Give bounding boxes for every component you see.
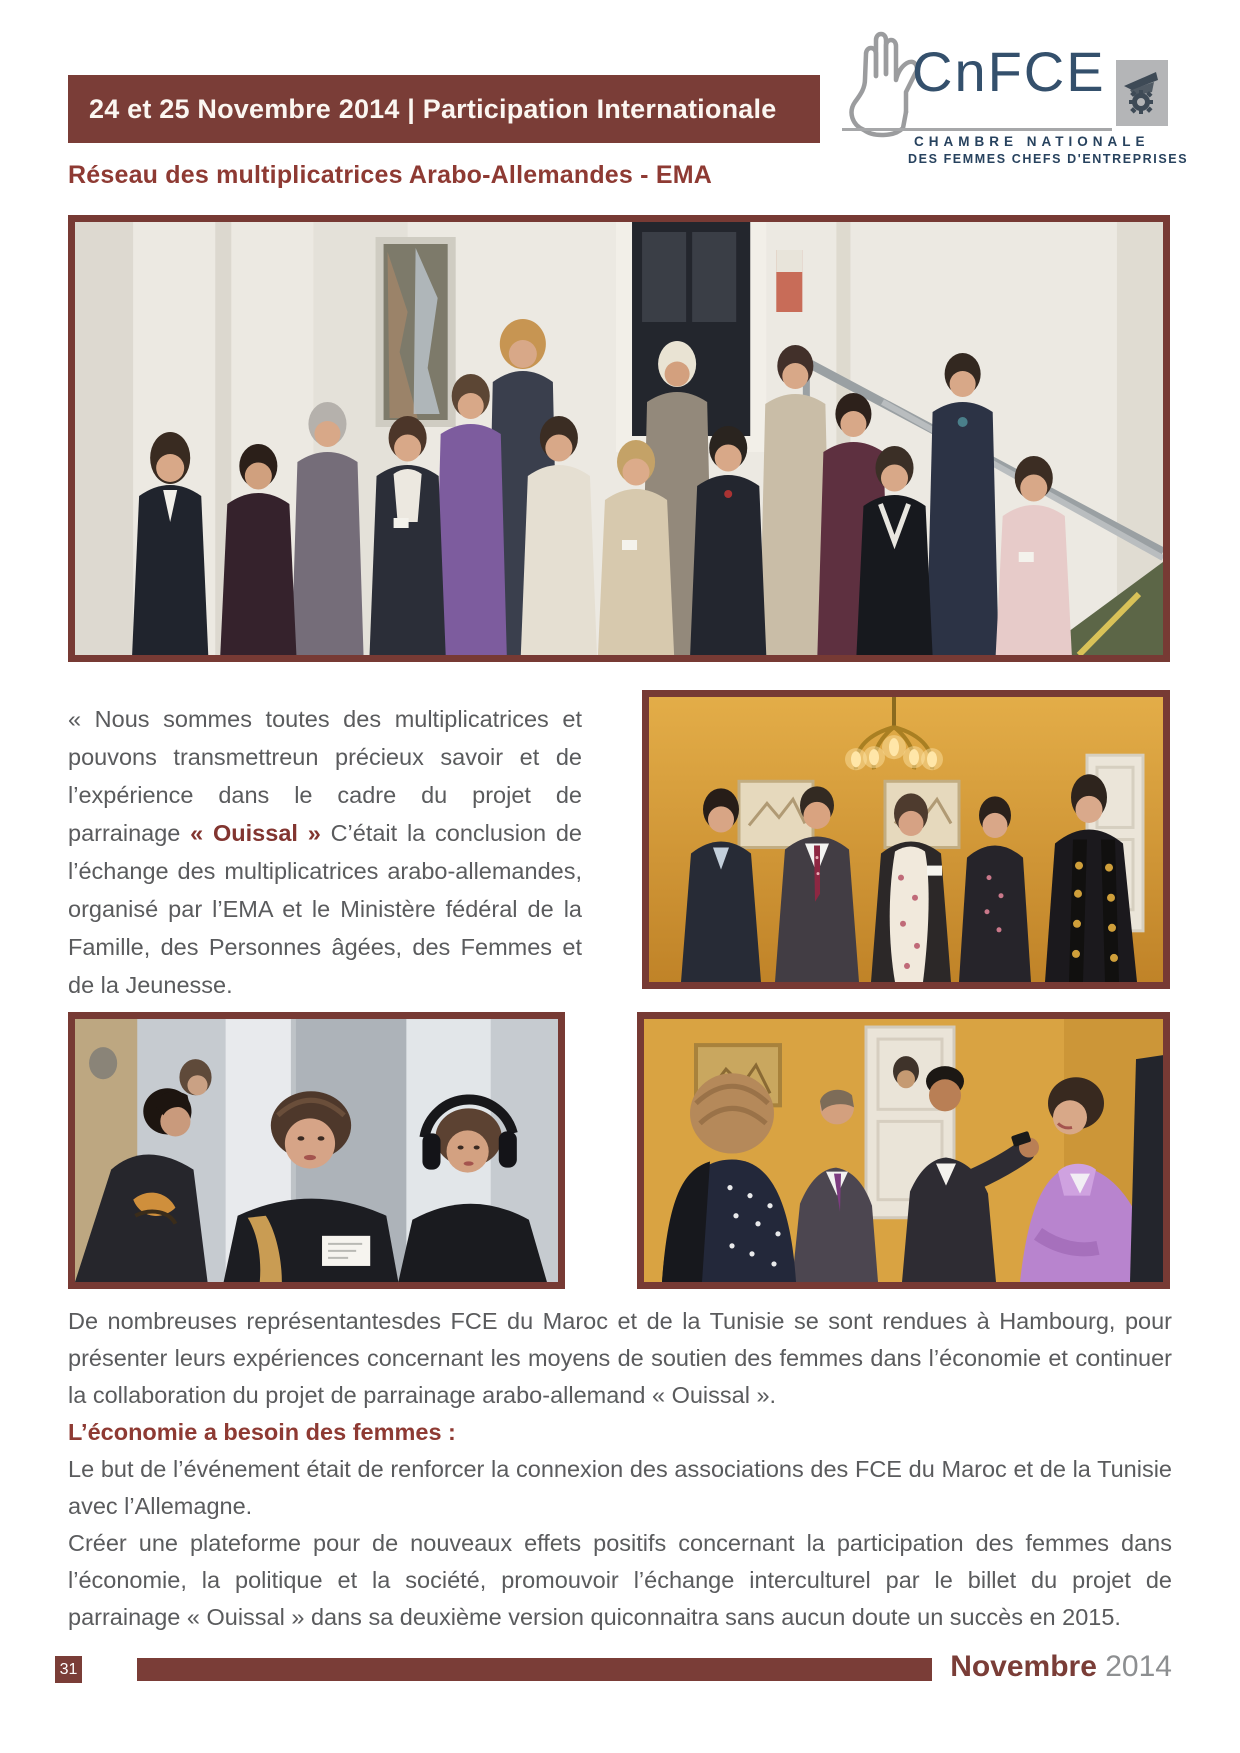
conversation-photo-illustration xyxy=(644,1019,1163,1282)
article-title: Réseau des multiplicatrices Arabo-Allemandes - EMA xyxy=(68,161,712,189)
eagle-gear-emblem-icon xyxy=(1116,60,1168,126)
footer-year: 2014 xyxy=(1105,1650,1172,1683)
photo-group-main xyxy=(68,215,1170,662)
photo-listeners xyxy=(68,1012,565,1289)
date-banner xyxy=(68,75,820,143)
footer-rule-bar xyxy=(137,1658,932,1681)
banner-text: 24 et 25 Novembre 2014 | Participation Internationale xyxy=(89,93,777,124)
page-number-badge: 31 xyxy=(55,1656,82,1683)
logo-underline xyxy=(842,128,1112,131)
photo-delegation xyxy=(642,690,1170,989)
intro-paragraph xyxy=(68,700,582,1004)
group-photo-illustration xyxy=(75,222,1163,655)
cnfce-logo xyxy=(840,20,1189,168)
quote-part1: « Nous sommes toutes des multiplicatrices et pouvons transmettreun précieux savoir et de l’expérience dans le cadre du projet de parrainage xyxy=(68,706,582,846)
logo-subtitle-line2: DES FEMMES CHEFS D'ENTREPRISES xyxy=(908,152,1189,166)
logo-subtitle-line1: CHAMBRE NATIONALE xyxy=(914,134,1150,149)
body-text xyxy=(68,1303,1172,1636)
quote-part2: C’était la conclusion de l’échange des multiplicatrices arabo-allemandes, organisé par l’EMA et le Ministère fédéral de la Famille, des Personnes âgées, des Femmes et de la Jeunesse. xyxy=(68,820,583,998)
body-paragraph-3: Créer une plateforme pour de nouveaux effets positifs concernant la participation des femmes dans l’économie, la politique et la société, promouvoir l’échange interculturel par le billet du projet de parrainage « Ouissal » dans sa deuxième version quiconnaitra sans aucun doute un succès en 2015. xyxy=(68,1530,1172,1630)
logo-wordmark: CnFCE xyxy=(912,40,1106,103)
body-paragraph-1: De nombreuses représentantesdes FCE du Maroc et de la Tunisie se sont rendues à Hambourg, pour présenter leurs expériences concernant les moyens de soutien des femmes dans l’économie et continuer la collaboration du projet de parrainage arabo-allemand « Ouissal ». xyxy=(68,1308,1172,1408)
footer-month: Novembre xyxy=(950,1650,1097,1683)
footer-date xyxy=(950,1650,1172,1684)
photo-conversation xyxy=(637,1012,1170,1289)
listeners-photo-illustration xyxy=(75,1019,558,1282)
quote-highlight-ouissal: « Ouissal » xyxy=(190,820,321,846)
body-paragraph-2: Le but de l’événement était de renforcer la connexion des associations des FCE du Maroc et de la Tunisie avec l’Allemagne. xyxy=(68,1456,1172,1519)
body-subheading: L’économie a besoin des femmes : xyxy=(68,1419,456,1445)
delegation-photo-illustration xyxy=(649,697,1163,982)
